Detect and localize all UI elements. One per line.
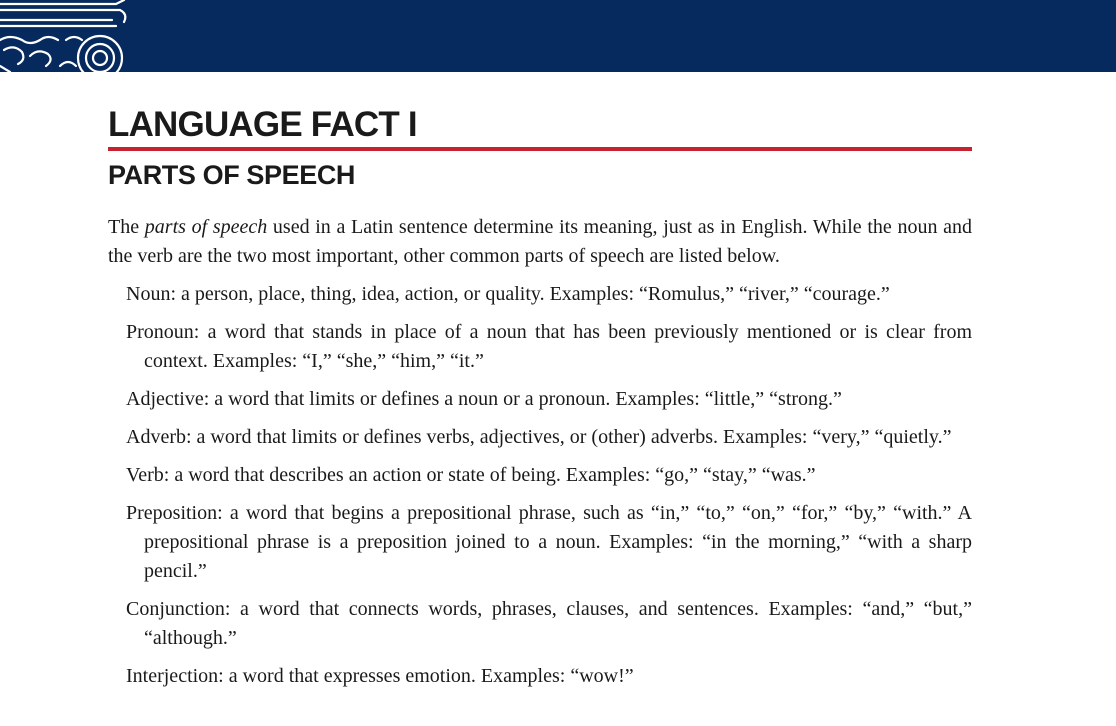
definition-noun: Noun: a person, place, thing, idea, action, or quality. Examples: “Romulus,” “river,” “courage.”	[126, 283, 890, 306]
definition-interjection: Interjection: a word that expresses emotion. Examples: “wow!”	[126, 665, 634, 688]
definition-conjunction: Conjunction: a word that connects words, phrases, clauses, and sentences. Examples: “and,” “but,” “although.”	[126, 598, 972, 650]
intro-emphasis: parts of speech	[144, 216, 268, 239]
definition-adverb: Adverb: a word that limits or defines verbs, adjectives, or (other) adverbs. Examples: “very,” “quietly.”	[126, 426, 952, 449]
intro-paragraph	[108, 213, 972, 271]
definition-preposition: Preposition: a word that begins a prepositional phrase, such as “in,” “to,” “on,” “for,” “by,” “with.” A prepositional phrase is a preposition joined to a noun. Examples: “in the morning,” “with a sharp pencil.”	[126, 502, 972, 583]
section-title: PARTS OF SPEECH	[108, 160, 356, 190]
title-rule	[108, 147, 972, 151]
definition-pronoun: Pronoun: a word that stands in place of a noun that has been previously mentioned or is clear from context. Examples: “I,” “she,” “him,” “it.”	[126, 321, 972, 373]
intro-text-before: The	[108, 216, 145, 239]
ionic-capital-icon	[0, 0, 130, 72]
definition-verb: Verb: a word that describes an action or state of being. Examples: “go,” “stay,” “was.”	[126, 464, 816, 487]
document-body	[108, 104, 972, 691]
header-bar	[0, 0, 1116, 72]
intro-text-after: used in a Latin sentence determine its meaning, just as in English. While the noun and the verb are the two most important, other common parts of speech are listed below.	[108, 216, 973, 268]
definition-adjective: Adjective: a word that limits or defines a noun or a pronoun. Examples: “little,” “strong.”	[126, 388, 842, 411]
fact-title: LANGUAGE FACT I	[108, 105, 417, 144]
definition-list	[108, 280, 972, 691]
